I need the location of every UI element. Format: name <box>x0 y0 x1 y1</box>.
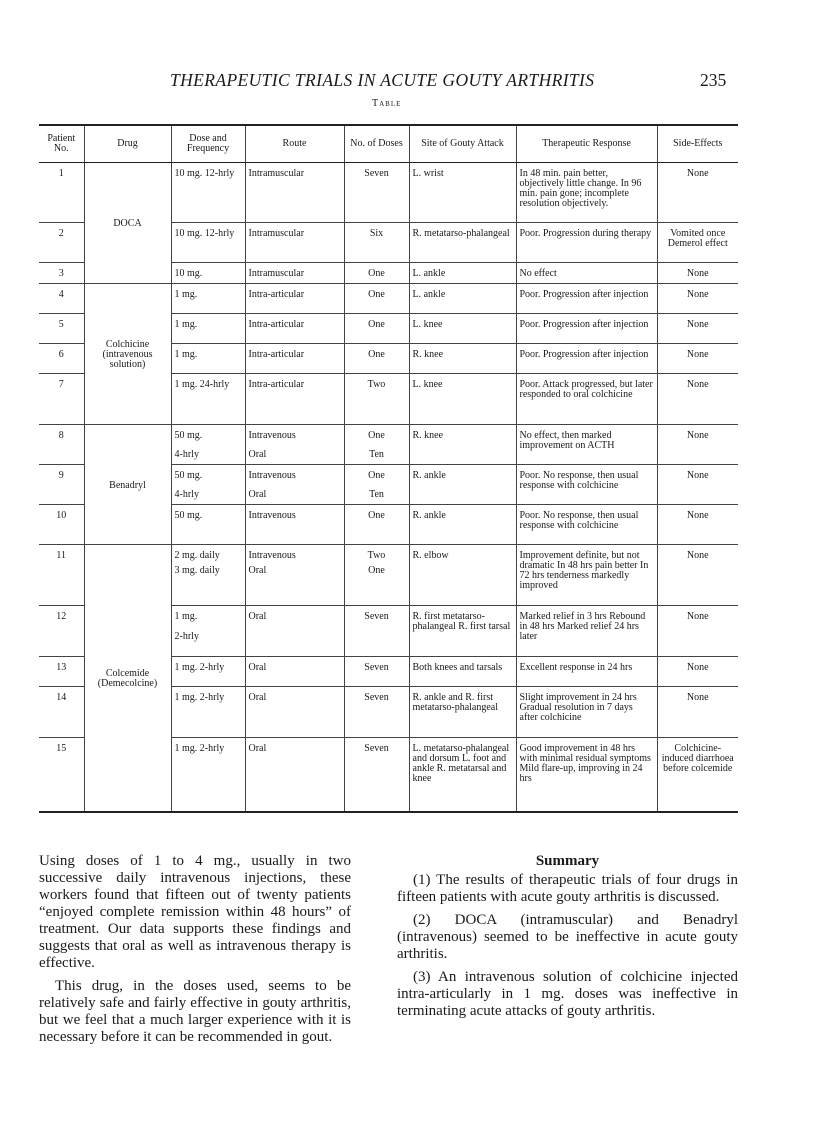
no-of-doses <box>344 545 409 606</box>
side-effects: None <box>657 657 738 687</box>
dose-line: 1 mg. <box>174 611 198 622</box>
site: L. knee <box>409 374 516 425</box>
drug-group: DOCA <box>84 163 171 284</box>
doses-line: One <box>368 470 385 481</box>
col-header-site: Site of Gouty Attack <box>409 125 516 163</box>
side-effects: Vomited once Demerol effect <box>657 223 738 263</box>
patient-no: 1 <box>39 163 84 223</box>
route <box>245 425 344 465</box>
dose <box>171 545 245 606</box>
table-header-row <box>39 125 738 163</box>
dose: 10 mg. 12-hrly <box>171 163 245 223</box>
route: Intra-articular <box>245 344 344 374</box>
patient-no: 12 <box>39 606 84 657</box>
site: R. ankle and R. first metatarso-phalangeal <box>409 687 516 738</box>
route-line: Oral <box>248 489 267 500</box>
route: Intra-articular <box>245 284 344 314</box>
patient-no: 15 <box>56 743 67 754</box>
site: R. knee <box>409 425 516 465</box>
route: Oral <box>245 738 344 812</box>
body-paragraph: Using doses of 1 to 4 mg., usually in two successive daily intravenous injections, these workers found that fifteen out of twenty patients “enjoyed complete remission within 48 hours” of treatment. Our data supports these findings and suggests that oral as well as intravenous therapy is effective. <box>39 853 351 971</box>
response: Poor. Attack progressed, but later responded to oral colchicine <box>516 374 657 425</box>
route: Oral <box>245 606 344 657</box>
site: R. knee <box>409 344 516 374</box>
side-effects: None <box>657 344 738 374</box>
body-paragraph: This drug, in the doses used, seems to be relatively safe and fairly effective in gouty arthritis, but we feel that a much larger experience with it is necessary before it can be recommended in gout. <box>39 978 351 1045</box>
site: R. metatarso-phalangeal <box>409 223 516 263</box>
dose: 10 mg. <box>171 263 245 284</box>
response: Good improvement in 48 hrs with minimal residual symptoms Mild flare-up, improving in 24 hrs <box>516 738 657 812</box>
response: Slight improvement in 24 hrs Gradual resolution in 7 days after colchicine <box>516 687 657 738</box>
dose-line: 2-hrly <box>174 631 199 642</box>
no-of-doses: Seven <box>344 163 409 223</box>
route-line: Intravenous <box>248 470 296 481</box>
side-effects: None <box>657 284 738 314</box>
route: Intramuscular <box>245 223 344 263</box>
side-effects: Colchicine-induced diarrhoea before colcemide <box>657 738 738 812</box>
dose-line: 3 mg. daily <box>174 565 220 576</box>
response: No effect <box>516 263 657 284</box>
col-header-route: Route <box>245 125 344 163</box>
body-left-column <box>39 853 351 1046</box>
dose-line: 50 mg. <box>174 470 203 481</box>
patient-no: 8 <box>39 425 84 465</box>
route: Intra-articular <box>245 374 344 425</box>
running-title: THERAPEUTIC TRIALS IN ACUTE GOUTY ARTHRITIS <box>170 70 595 90</box>
table-row <box>39 163 738 223</box>
patient-no: 13 <box>39 657 84 687</box>
no-of-doses: One <box>344 314 409 344</box>
dose: 1 mg. <box>171 314 245 344</box>
response: Marked relief in 3 hrs Rebound in 48 hrs Marked relief 24 hrs later <box>516 606 657 657</box>
side-effects: None <box>657 374 738 425</box>
col-header-doses: No. of Doses <box>344 125 409 163</box>
doses-line: One <box>368 430 385 441</box>
col-header-response: Therapeutic Response <box>516 125 657 163</box>
table-row <box>39 425 738 465</box>
summary-item: (3) An intravenous solution of colchicine injected intra-articularly in 1 mg. doses was ineffective in terminating acute attacks of gouty arthritis. <box>397 969 738 1019</box>
summary-item: (1) The results of therapeutic trials of four drugs in fifteen patients with acute gouty arthritis is discussed. <box>397 872 738 905</box>
dose-line: 4-hrly <box>174 449 199 460</box>
dose-line: 50 mg. <box>174 430 203 441</box>
side-effects: None <box>657 465 738 505</box>
route-line: Oral <box>248 565 267 576</box>
side-effects: None <box>657 425 738 465</box>
response: Poor. Progression after injection <box>516 344 657 374</box>
response: Improvement definite, but not dramatic In 48 hrs pain better In 72 hrs tenderness markedly improved <box>516 545 657 606</box>
route: Intramuscular <box>245 263 344 284</box>
site: Both knees and tarsals <box>409 657 516 687</box>
page-number: 235 <box>700 70 727 90</box>
no-of-doses: One <box>344 263 409 284</box>
no-of-doses: One <box>344 284 409 314</box>
side-effects: None <box>657 505 738 545</box>
results-table <box>39 124 738 813</box>
route: Intramuscular <box>245 163 344 223</box>
no-of-doses: Seven <box>344 606 409 657</box>
summary-item: (2) DOCA (intramuscular) and Benadryl (intravenous) seemed to be ineffective in acute gouty arthritis. <box>397 912 738 962</box>
response: Poor. Progression during therapy <box>516 223 657 263</box>
dose: 50 mg. <box>171 505 245 545</box>
dose <box>171 606 245 657</box>
dose: 1 mg. <box>171 284 245 314</box>
patient-no: 3 <box>39 263 84 284</box>
table-row <box>39 284 738 314</box>
response: Poor. Progression after injection <box>516 314 657 344</box>
patient-no: 5 <box>39 314 84 344</box>
response: Poor. No response, then usual response with colchicine <box>516 465 657 505</box>
side-effects: None <box>657 263 738 284</box>
dose <box>171 465 245 505</box>
dose: 1 mg. 24-hrly <box>171 374 245 425</box>
no-of-doses: One <box>344 505 409 545</box>
patient-no: 2 <box>39 223 84 263</box>
side-effects: None <box>657 545 738 606</box>
patient-no: 11 <box>39 545 84 606</box>
site: R. ankle <box>409 465 516 505</box>
table-label: Table <box>372 98 402 109</box>
col-header-side-effects: Side-Effects <box>657 125 738 163</box>
site: R. elbow <box>409 545 516 606</box>
site: L. ankle <box>409 263 516 284</box>
patient-no: 14 <box>39 687 84 738</box>
summary-heading: Summary <box>535 853 600 869</box>
dose: 1 mg. 2-hrly <box>171 687 245 738</box>
route <box>245 465 344 505</box>
doses-line: Ten <box>369 489 384 500</box>
dose: 1 mg. 2-hrly <box>171 657 245 687</box>
dose: 10 mg. 12-hrly <box>171 223 245 263</box>
route-line: Intravenous <box>248 430 296 441</box>
drug-group: Colcemide (Demecolcine) <box>84 545 171 812</box>
patient-no: 4 <box>39 284 84 314</box>
side-effects: None <box>657 606 738 657</box>
site: L. metatarso-phalangeal and dorsum L. foot and ankle R. metatarsal and knee <box>409 738 516 812</box>
col-header-patient: Patient No. <box>39 125 84 163</box>
drug-group: Benadryl <box>84 425 171 545</box>
site: R. first metatarso-phalangeal R. first tarsal <box>409 606 516 657</box>
site: L. ankle <box>409 284 516 314</box>
col-header-dose: Dose and Frequency <box>171 125 245 163</box>
no-of-doses: Six <box>344 223 409 263</box>
drug-group: Colchicine (intravenous solution) <box>84 284 171 425</box>
dose: 1 mg. 2-hrly <box>171 738 245 812</box>
response: Poor. No response, then usual response with colchicine <box>516 505 657 545</box>
route: Intra-articular <box>245 314 344 344</box>
side-effects: None <box>657 163 738 223</box>
no-of-doses: One <box>344 344 409 374</box>
no-of-doses: Seven <box>344 738 409 812</box>
no-of-doses <box>344 465 409 505</box>
patient-no: 10 <box>39 505 84 545</box>
response: Excellent response in 24 hrs <box>516 657 657 687</box>
dose-line: 2 mg. daily <box>174 550 220 561</box>
route-line: Oral <box>248 449 267 460</box>
route: Oral <box>245 657 344 687</box>
no-of-doses: Seven <box>344 657 409 687</box>
site: R. ankle <box>409 505 516 545</box>
dose <box>171 425 245 465</box>
response: Poor. Progression after injection <box>516 284 657 314</box>
doses-line: One <box>368 565 385 576</box>
route: Oral <box>245 687 344 738</box>
dose-line: 4-hrly <box>174 489 199 500</box>
side-effects: None <box>657 687 738 738</box>
response: No effect, then marked improvement on ACTH <box>516 425 657 465</box>
dose: 1 mg. <box>171 344 245 374</box>
route <box>245 545 344 606</box>
site: L. knee <box>409 314 516 344</box>
no-of-doses: Two <box>344 374 409 425</box>
no-of-doses <box>344 425 409 465</box>
side-effects: None <box>657 314 738 344</box>
route-line: Intravenous <box>248 550 296 561</box>
summary-section <box>397 853 738 1020</box>
site: L. wrist <box>409 163 516 223</box>
col-header-drug: Drug <box>84 125 171 163</box>
patient-no: 6 <box>39 344 84 374</box>
patient-no: 9 <box>39 465 84 505</box>
patient-no: 7 <box>39 374 84 425</box>
response: In 48 min. pain better, objectively little change. In 96 min. pain gone; incomplete resolution objectively. <box>516 163 657 223</box>
route: Intravenous <box>245 505 344 545</box>
no-of-doses: Seven <box>344 687 409 738</box>
doses-line: Two <box>367 550 386 561</box>
table-row <box>39 545 738 606</box>
doses-line: Ten <box>369 449 384 460</box>
